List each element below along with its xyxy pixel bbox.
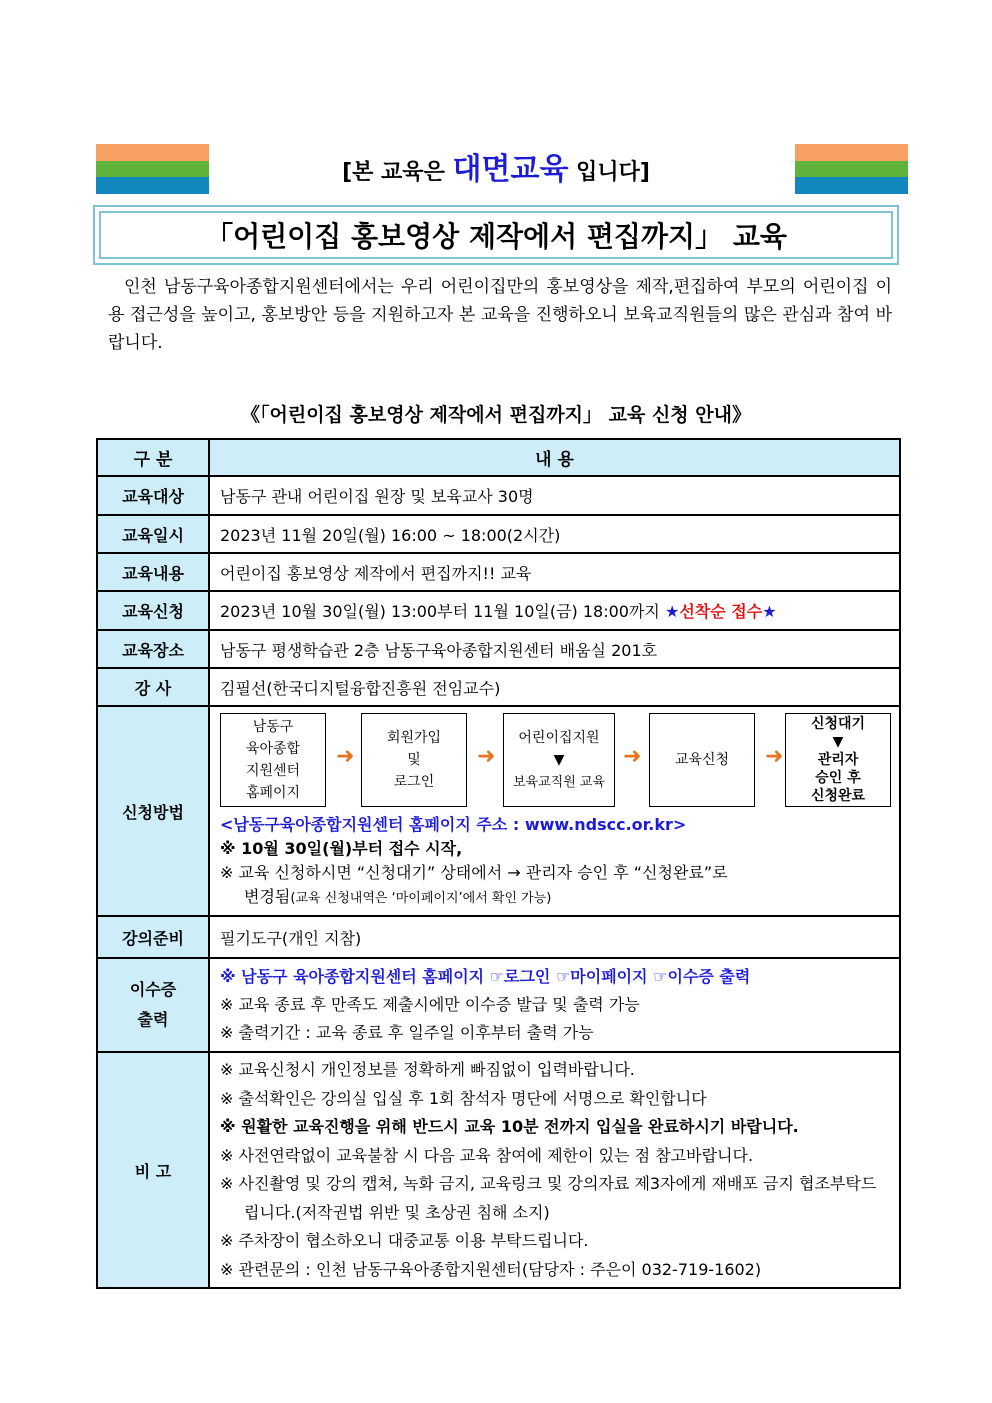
- cert-line: ※ 남동구 육아종합지원센터 홈페이지 ☞로그인 ☞마이페이지 ☞이수증 출력: [220, 967, 751, 986]
- apply-start-note: ※ 10월 30일(월)부터 접수 시작,: [220, 839, 463, 858]
- row-label: 이수증 출력: [97, 958, 209, 1052]
- table-row: [97, 553, 900, 591]
- star-icon: ★: [762, 602, 777, 621]
- row-label: 신청방법: [97, 706, 209, 916]
- row-value: 2023년 11월 20일(월) 16:00 ~ 18:00(2시간): [209, 515, 900, 553]
- first-come-badge: 선착순 접수: [679, 602, 763, 621]
- row-value: 김필선(한국디지털융합진흥원 전임교수): [209, 668, 900, 706]
- cert-line: ※ 교육 종료 후 만족도 제출시에만 이수증 발급 및 출력 가능: [220, 995, 640, 1014]
- arrow-right-icon: ➜: [623, 744, 642, 769]
- arrow-right-icon: ➜: [477, 744, 496, 769]
- table-row: [97, 476, 900, 515]
- row-value: 남동구 관내 어린이집 원장 및 보육교사 30명: [209, 476, 900, 515]
- table-row-apply: [97, 706, 900, 916]
- section-subtitle: 《「어린이집 홍보영상 제작에서 편집까지」 교육 신청 안내》: [241, 404, 751, 426]
- intro-paragraph: 인천 남동구육아종합지원센터에서는 우리 어린이집만의 홍보영상을 제작,편집하여 부모의 어린이집 이용 접근성을 높이고, 홍보방안 등을 지원하고자 본 교육을 진행하오니 보육교직원들의 많은 관심과 참여 바랍니다.: [108, 277, 892, 353]
- header-category: 구 분: [97, 439, 209, 476]
- step-homepage: 남동구 육아종합 지원센터 홈페이지: [220, 713, 326, 807]
- notice-suffix: 입니다]: [576, 160, 650, 185]
- cert-line: ※ 출력기간 : 교육 종료 후 일주일 이후부터 출력 가능: [220, 1023, 594, 1042]
- list-item: ※ 주차장이 협소하오니 대중교통 이용 부탁드립니다.: [220, 1231, 589, 1250]
- apply-period: 2023년 10월 30일(월) 13:00부터 11월 10일(금) 18:00까지: [220, 602, 660, 621]
- row-label: 비 고: [97, 1052, 209, 1288]
- step-daycare-support: 어린이집지원 ▼ 보육교직원 교육: [503, 713, 615, 807]
- row-label: 강 사: [97, 668, 209, 706]
- row-label: 강의준비: [97, 916, 209, 958]
- apply-status-note: ※ 교육 신청하시면 “신청대기” 상태에서 → 관리자 승인 후 “신청완료”로: [220, 863, 728, 882]
- row-value: 어린이집 홍보영상 제작에서 편집까지!! 교육: [209, 553, 900, 591]
- star-icon: ★: [664, 602, 680, 621]
- row-label: 교육내용: [97, 553, 209, 591]
- apply-content: [209, 706, 900, 916]
- homepage-url: <남동구육아종합지원센터 홈페이지 주소 : www.ndscc.or.kr>: [220, 815, 687, 834]
- step-apply: 교육신청: [649, 713, 755, 807]
- list-item: ※ 사진촬영 및 강의 캡쳐, 녹화 금지, 교육링크 및 강의자료 제3자에게 재배포 금지 협조부탁드립니다.(저작권법 위반 및 초상권 침해 소지): [220, 1174, 877, 1222]
- list-item: ※ 관련문의 : 인천 남동구육아종합지원센터(담당자 : 주은이 032-719-1602): [220, 1259, 762, 1279]
- list-item: ※ 교육신청시 개인정보를 정확하게 빠짐없이 입력바랍니다.: [220, 1060, 635, 1079]
- row-value: 남동구 평생학습관 2층 남동구육아종합지원센터 배움실 201호: [209, 630, 900, 668]
- table-row-certificate: [97, 958, 900, 1052]
- row-label: 교육신청: [97, 591, 209, 630]
- row-value: 필기도구(개인 지참): [209, 916, 900, 958]
- arrow-right-icon: ➜: [765, 744, 784, 769]
- list-item: ※ 원활한 교육진행을 위해 반드시 교육 10분 전까지 입실을 완료하시기 바랍니다.: [220, 1117, 799, 1136]
- info-table: [96, 438, 901, 1289]
- table-header-row: [97, 439, 900, 476]
- table-row: [97, 668, 900, 706]
- notice-highlight: 대면교육: [452, 152, 569, 187]
- table-row: [97, 591, 900, 630]
- apply-flow: [220, 709, 891, 813]
- title-box: [93, 205, 899, 265]
- row-label: 교육대상: [97, 476, 209, 515]
- notice-banner: [0, 148, 992, 195]
- table-row: [97, 515, 900, 553]
- apply-status-note-cont: 변경됨(교육 신청내역은 ‘마이페이지’에서 확인 가능): [244, 887, 552, 906]
- table-row: [97, 630, 900, 668]
- header-content: 내 용: [209, 439, 900, 476]
- row-value: [209, 591, 900, 630]
- list-item: ※ 출석확인은 강의실 입실 후 1회 참석자 명단에 서명으로 확인합니다: [220, 1088, 707, 1108]
- table-row: [97, 916, 900, 958]
- remarks-list: [220, 1056, 889, 1284]
- row-label: 교육장소: [97, 630, 209, 668]
- list-item: ※ 사전연락없이 교육불참 시 다음 교육 참여에 제한이 있는 점 참고바랍니다.: [220, 1145, 754, 1165]
- remarks-content: [209, 1052, 900, 1288]
- certificate-content: [209, 958, 900, 1052]
- notice-prefix: [본 교육은: [342, 160, 445, 185]
- row-label: 교육일시: [97, 515, 209, 553]
- step-signup-login: 회원가입 및 로그인: [361, 713, 467, 807]
- page-title: 「어린이집 홍보영상 제작에서 편집까지」 교육: [99, 211, 893, 259]
- step-approval: 신청대기 ▼ 관리자 승인 후 신청완료: [785, 713, 891, 807]
- table-row-remarks: [97, 1052, 900, 1288]
- arrow-right-icon: ➜: [336, 744, 355, 769]
